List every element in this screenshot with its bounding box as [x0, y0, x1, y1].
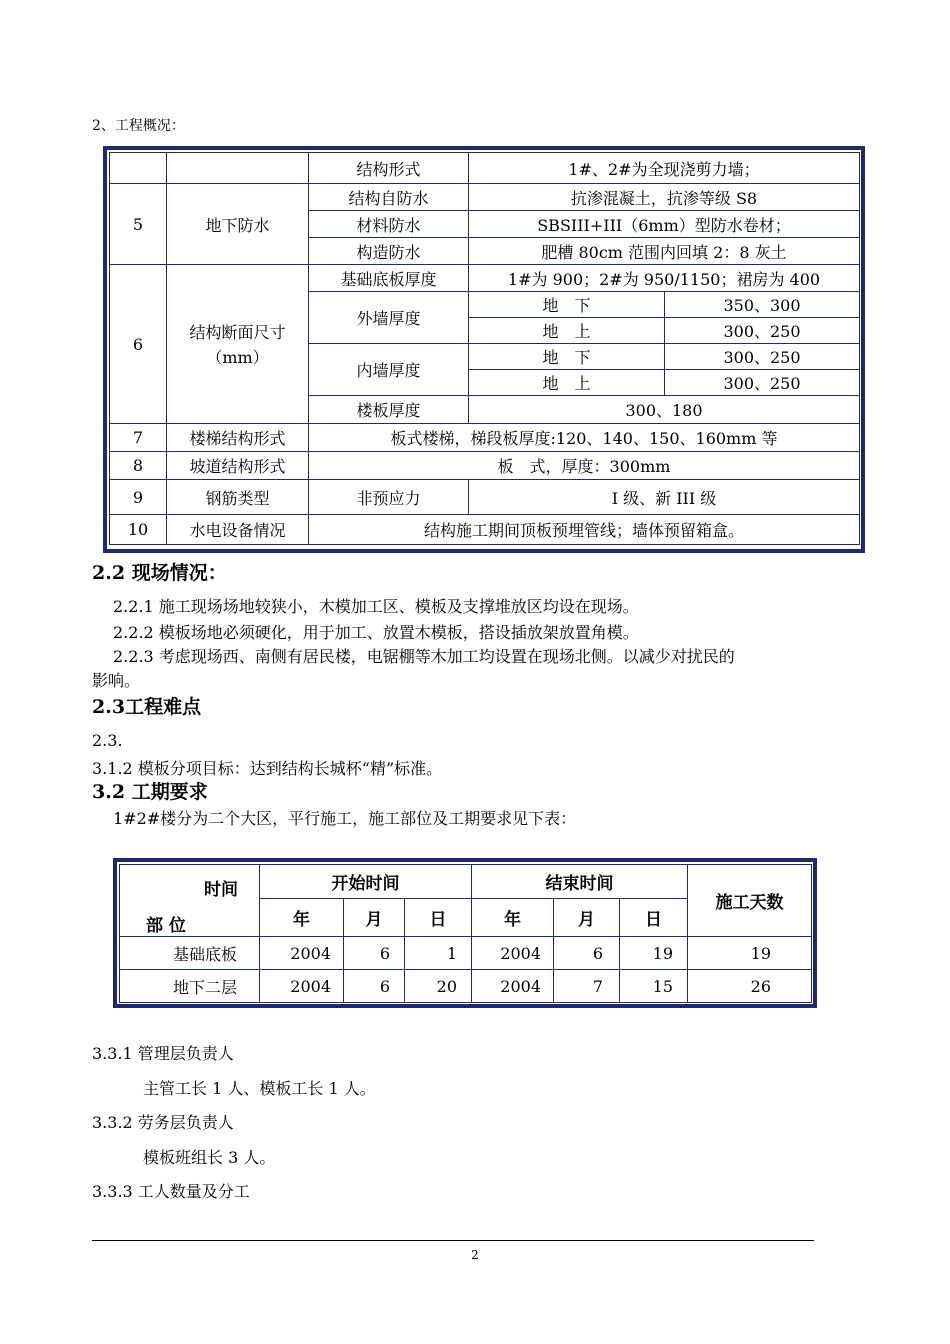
subsection-heading: 3.3.2 劳务层负责人 [92, 1113, 234, 1132]
cell-days: 26 [688, 970, 812, 1003]
cell-row-number: 7 [110, 424, 167, 452]
cell-sub-label: 地 上 [469, 318, 665, 344]
cell-item-name: 水电设备情况 [167, 515, 309, 545]
paragraph: 影响。 [92, 671, 141, 690]
footer-divider [92, 1240, 814, 1241]
cell-sub-label: 地 上 [469, 370, 665, 396]
subsection-heading: 3.3.3 工人数量及分工 [92, 1182, 250, 1201]
cell-category: 非预应力 [309, 480, 469, 515]
subsection-heading: 3.3.1 管理层负责人 [92, 1044, 234, 1063]
paragraph: 2.3. [92, 731, 123, 750]
page-number: 2 [471, 1248, 479, 1262]
paragraph: 2.2.2 模板场地必须硬化，用于加工、放置木模板，搭设插放架放置角模。 [113, 623, 639, 642]
cell-category: 构造防水 [309, 238, 469, 265]
cell-part: 基础底板 [120, 937, 260, 970]
project-overview-table [103, 146, 865, 553]
corner-header-time: 时间 [204, 880, 238, 900]
cell-category: 楼板厚度 [309, 396, 469, 424]
cell-sub-value: 300、250 [665, 370, 860, 396]
cell-empty [167, 153, 309, 184]
cell-corner-header [120, 865, 260, 937]
cell-category: 外墙厚度 [309, 292, 469, 344]
section-heading-3-2: 3.2 工期要求 [92, 781, 208, 803]
paragraph: 1#2#楼分为二个大区，平行施工，施工部位及工期要求见下表： [113, 809, 577, 828]
cell-start-day: 20 [405, 970, 472, 1003]
cell-sub-label: 地 下 [469, 292, 665, 318]
cell-category: 结构形式 [309, 153, 469, 184]
cell-sub-value: 300、250 [665, 344, 860, 370]
cell-row-number: 5 [110, 184, 167, 265]
cell-end-day: 15 [620, 970, 688, 1003]
cell-value: 300、180 [469, 396, 860, 424]
schedule-table [113, 858, 817, 1008]
header-day: 日 [405, 899, 472, 937]
cell-category: 内墙厚度 [309, 344, 469, 396]
cell-value: 1#、2#为全现浇剪力墙； [469, 153, 860, 184]
paragraph: 主管工长 1 人、模板工长 1 人。 [143, 1079, 376, 1098]
cell-value: 板式楼梯，梯段板厚度:120、140、150、160mm 等 [309, 424, 860, 452]
cell-start-year: 2004 [260, 937, 344, 970]
cell-end-day: 19 [620, 937, 688, 970]
cell-sub-value: 300、250 [665, 318, 860, 344]
cell-category: 材料防水 [309, 211, 469, 238]
cell-start-month: 6 [344, 937, 405, 970]
cell-value: 1#为 900；2#为 950/1150；裙房为 400 [469, 265, 860, 292]
header-month: 月 [554, 899, 620, 937]
cell-item-name: 坡道结构形式 [167, 452, 309, 480]
table-row [120, 937, 812, 970]
item-name-line1: 结构断面尺寸 [189, 323, 286, 342]
cell-end-month: 7 [554, 970, 620, 1003]
header-month: 月 [344, 899, 405, 937]
header-year: 年 [472, 899, 554, 937]
cell-start-year: 2004 [260, 970, 344, 1003]
cell-value: 肥槽 80cm 范围内回填 2：8 灰土 [469, 238, 860, 265]
cell-row-number: 8 [110, 452, 167, 480]
header-end-time: 结束时间 [472, 865, 688, 899]
header-start-time: 开始时间 [260, 865, 472, 899]
cell-item-name: 楼梯结构形式 [167, 424, 309, 452]
cell-value: 抗渗混凝土，抗渗等级 S8 [469, 184, 860, 211]
header-year: 年 [260, 899, 344, 937]
cell-value: SBSIII+III（6mm）型防水卷材； [469, 211, 860, 238]
cell-value: 结构施工期间顶板预埋管线；墙体预留箱盒。 [309, 515, 860, 545]
cell-item-name: 地下防水 [167, 184, 309, 265]
cell-sub-value: 350、300 [665, 292, 860, 318]
section-label: 2、工程概况： [92, 118, 185, 134]
table-row [120, 970, 812, 1003]
cell-end-month: 6 [554, 937, 620, 970]
cell-value: I 级、新 III 级 [469, 480, 860, 515]
cell-end-year: 2004 [472, 970, 554, 1003]
cell-start-month: 6 [344, 970, 405, 1003]
cell-item-name [167, 265, 309, 424]
cell-value: 板 式，厚度：300mm [309, 452, 860, 480]
cell-sub-label: 地 下 [469, 344, 665, 370]
item-name-line2: （mm） [206, 348, 269, 367]
cell-start-day: 1 [405, 937, 472, 970]
cell-end-year: 2004 [472, 937, 554, 970]
paragraph: 模板班组长 3 人。 [143, 1148, 276, 1167]
section-heading-2-3: 2.3工程难点 [92, 696, 202, 718]
cell-part: 地下二层 [120, 970, 260, 1003]
cell-item-name: 钢筋类型 [167, 480, 309, 515]
cell-category: 基础底板厚度 [309, 265, 469, 292]
cell-row-number: 6 [110, 265, 167, 424]
header-construction-days: 施工天数 [688, 865, 812, 937]
cell-empty [110, 153, 167, 184]
section-heading-2-2: 2.2 现场情况： [92, 562, 227, 584]
cell-row-number: 9 [110, 480, 167, 515]
paragraph: 2.2.3 考虑现场西、南侧有居民楼，电锯棚等木加工均设置在现场北侧。以减少对扰民的 [113, 647, 735, 666]
paragraph: 2.2.1 施工现场场地较狭小，木模加工区、模板及支撑堆放区均设在现场。 [113, 597, 639, 616]
cell-row-number: 10 [110, 515, 167, 545]
cell-category: 结构自防水 [309, 184, 469, 211]
paragraph: 3.1.2 模板分项目标：达到结构长城杯“精”标准。 [92, 759, 443, 778]
header-day: 日 [620, 899, 688, 937]
cell-days: 19 [688, 937, 812, 970]
corner-header-part: 部 位 [146, 916, 186, 936]
